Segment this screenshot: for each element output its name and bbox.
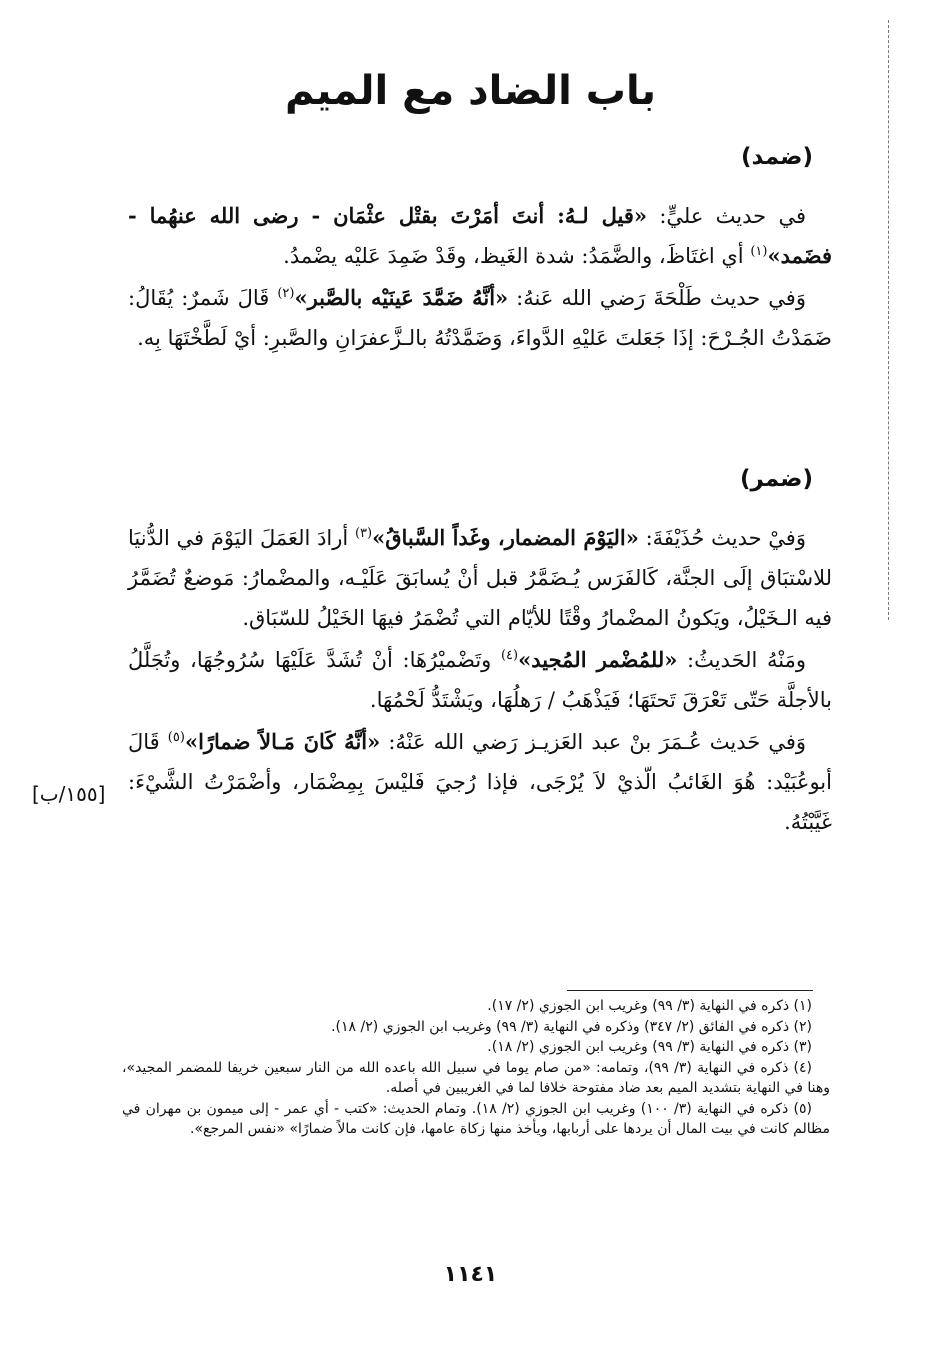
section-damar-body — [128, 518, 832, 844]
footnote: (٢) ذكره في الفائق (٢/ ٣٤٧) وذكره في النهاية (٣/ ٩٩) وغريب ابن الجوزي (٢/ ١٨). — [331, 1018, 812, 1035]
paragraph — [128, 278, 832, 358]
footnote-separator — [567, 990, 813, 991]
page-number: ١١٤١ — [443, 1262, 498, 1287]
paragraph-intro: ومَنْهُ الحَديثُ: — [677, 648, 806, 672]
paragraph-intro: في حديث عليٍّ: — [647, 204, 806, 228]
hadith-quote: «اليَوْمَ المضمار، وغَداً السَّباقُ» — [372, 525, 639, 550]
footnote-ref: (٤) — [500, 648, 519, 663]
paragraph — [128, 196, 832, 276]
section-damad-body — [128, 196, 832, 360]
paragraph-text: قَالَ أبوعُبَيْد: هُوَ الغَائبُ الّذيْ لاَ يُرْجَى، فإذا رُجيَ فَليْسَ بِمِضْمَار، وأضْمَرْتُ الشَّيْءَ: غَيَّبْتُهُ. — [128, 730, 832, 834]
hadith-quote: «أنَّهُ ضَمَّدَ عَينَيْه بالصَّبر» — [294, 285, 509, 310]
hadith-quote: «قيل لـهُ: أنتَ أمَرْتَ بقتْل عثْمَان - رضى الله عنهُما - فضَمد» — [128, 203, 832, 268]
paragraph — [128, 518, 832, 638]
chapter-title: باب الضاد مع الميم — [284, 68, 657, 114]
manuscript-folio-marker: [١٥٥/ب] — [32, 782, 106, 806]
paragraph — [128, 640, 832, 720]
footnote: (٣) ذكره في النهاية (٣/ ٩٩) وغريب ابن الجوزي (٢/ ١٨). — [487, 1039, 812, 1055]
footnote: (٤) ذكره في النهاية (٣/ ٩٩)، وتمامه: «من صام يوما في سبيل الله باعده الله من النار سبعين خريفا للمضمر المجيد»، وهنا في النهاية بتشديد الميم بعد ضاد مفتوحة خلافا لما في الغريبين في أصله. — [122, 1059, 830, 1096]
footnote-ref: (٥) — [167, 730, 185, 745]
root-heading-damar: (ضمر) — [740, 466, 813, 492]
paragraph-text: أي اغتَاظَ، والضَّمَدُ: شدة الغَيظ، وقَدْ ضَمِدَ عَليْه يضْمدُ. — [283, 244, 751, 268]
footnote: (٥) ذكره في النهاية (٣/ ١٠٠) وغريب ابن الجوزي (٢/ ١٨). وتمام الحديث: «كتب - أي عمر - إلى ميمون بن مهران في مظالم كانت في بيت المال أن يردها على أربابها، ويأخذ منها زكاة عامها، فإن كانت مالاً ضمارًا» «نفس المرجع». — [122, 1100, 830, 1137]
hadith-quote: «أنَّهُ كَانَ مَـالاً ضمارًا» — [184, 729, 381, 754]
footnote: (١) ذكره في النهاية (٣/ ٩٩) وغريب ابن الجوزي (٢/ ١٧). — [487, 998, 812, 1014]
hadith-quote: «للمُضْمر المُجيد» — [518, 647, 678, 672]
paragraph-text: أرادَ العَمَلَ اليَوْمَ في الدُّنيَا للاسْتبَاق إلَى الجنَّة، كَالفَرَس يُـضَمَّرُ قبل أنْ يُسابَقَ عَلَيْـه، والمضْمارُ: مَوضعٌ تُضَمَّرُ فيه الـخَيْلُ، ويَكونُ المضْمارُ وقْتًا للأيّام التي تُضْمَرُ فيهَا الخَيْلُ للسّبَاق. — [128, 526, 832, 630]
paragraph-intro: وَفي حَديث عُـمَرَ بنْ عبد العَزيـز رَضي الله عَنْهُ: — [380, 730, 806, 754]
paragraph-text: قَالَ شَمرٌ: يُقَالُ: ضَمَدْتُ الجُـرْحَ: إذَا جَعَلتَ عَليْهِ الدَّواءَ، وَضَمَّدْتُهُ بالـزَّعفرَانِ والصَّبرِ: أيْ لَطَّخْتَهَا بِه. — [128, 286, 832, 350]
paragraph-intro: وَفيْ حديث حُذَيْفَةَ: — [638, 526, 806, 550]
paragraph-text: وتَضْميْرُهَا: أنْ تُشَدَّ عَلَيْهَا سُرُوجُهَا، وتُجَلَّلُ بالأجلَّة حَتّى تَعْرَقَ تَحتَهَا؛ فَيَذْهَبُ / رَهلُهَا، ويَشْتَدُّ لَحْمُهَا. — [128, 648, 832, 712]
root-heading-damad: (ضمد) — [741, 144, 813, 170]
paragraph-intro: وَفي حديث طَلْحَةَ رَضي الله عَنهُ: — [508, 286, 806, 310]
paragraph — [128, 722, 832, 842]
footnote-ref: (٣) — [354, 526, 373, 541]
footnote-ref: (١) — [750, 244, 768, 259]
footnotes — [122, 996, 830, 1140]
footnote-ref: (٢) — [277, 286, 295, 301]
